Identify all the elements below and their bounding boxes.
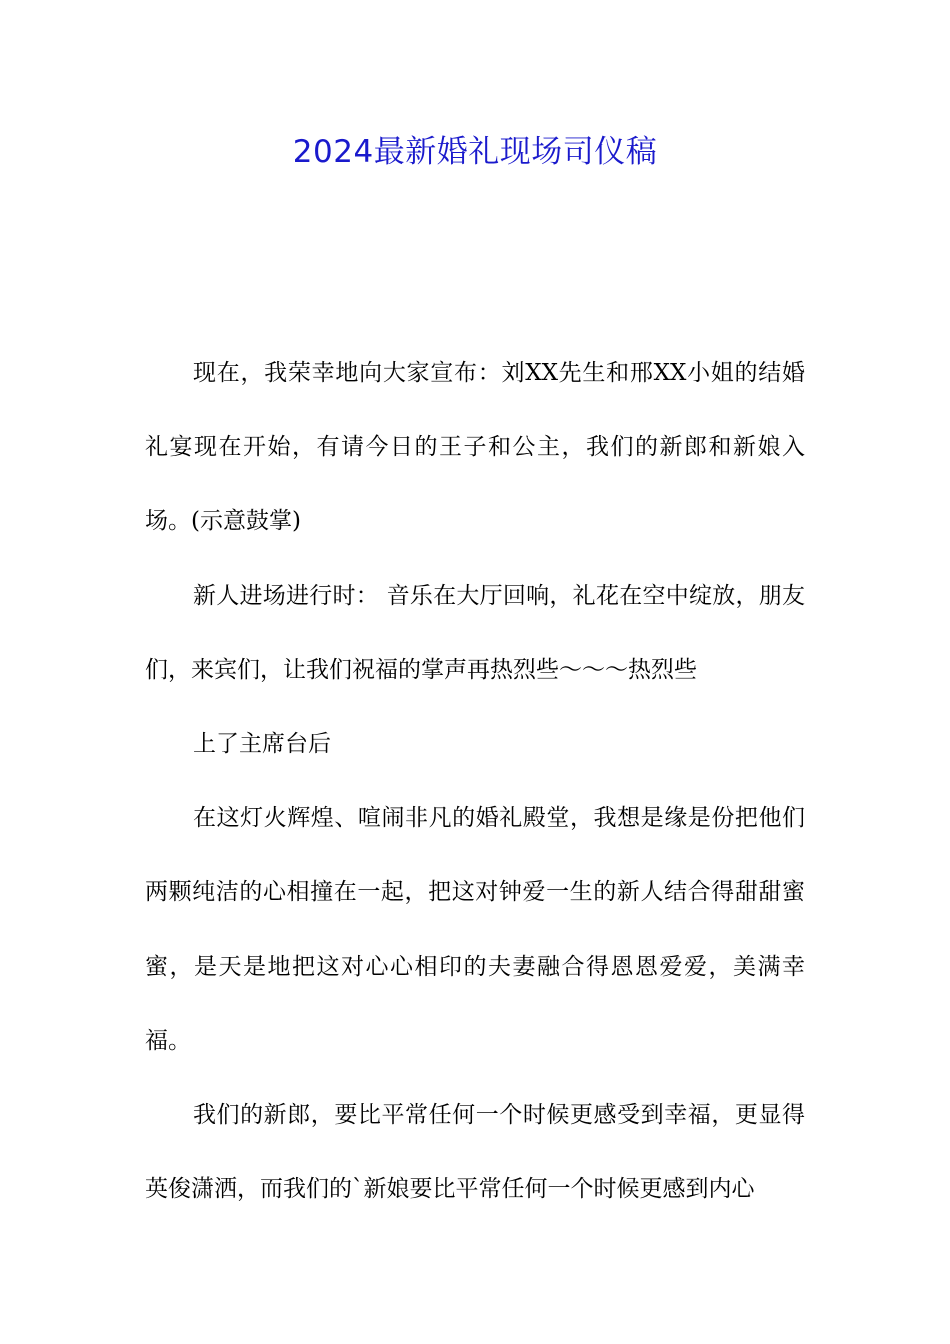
document-body xyxy=(145,336,805,1226)
paragraph-3: 上了主席台后 xyxy=(193,731,331,758)
paragraph-1: 现在，我荣幸地向大家宣布：刘XX先生和邢XX小姐的结婚礼宴现在开始，有请今日的王子和公主，我们的新郎和新娘入场。(示意鼓掌) xyxy=(145,360,805,535)
paragraph-4: 在这灯火辉煌、喧闹非凡的婚礼殿堂，我想是缘是份把他们两颗纯洁的心相撞在一起，把这对钟爱一生的新人结合得甜甜蜜蜜，是天是地把这对心心相印的夫妻融合得恩恩爱爱，美满幸福。 xyxy=(145,805,805,1054)
document-title: 2024最新婚礼现场司仪稿 xyxy=(292,134,658,170)
paragraph-5: 我们的新郎，要比平常任何一个时候更感受到幸福，更显得英俊潇洒，而我们的`新娘要比平常任何一个时候更感到内心 xyxy=(145,1102,805,1203)
paragraph-2: 新人进场进行时： 音乐在大厅回响，礼花在空中绽放，朋友们，来宾们，让我们祝福的掌声再热烈些～～～热烈些 xyxy=(145,582,805,683)
